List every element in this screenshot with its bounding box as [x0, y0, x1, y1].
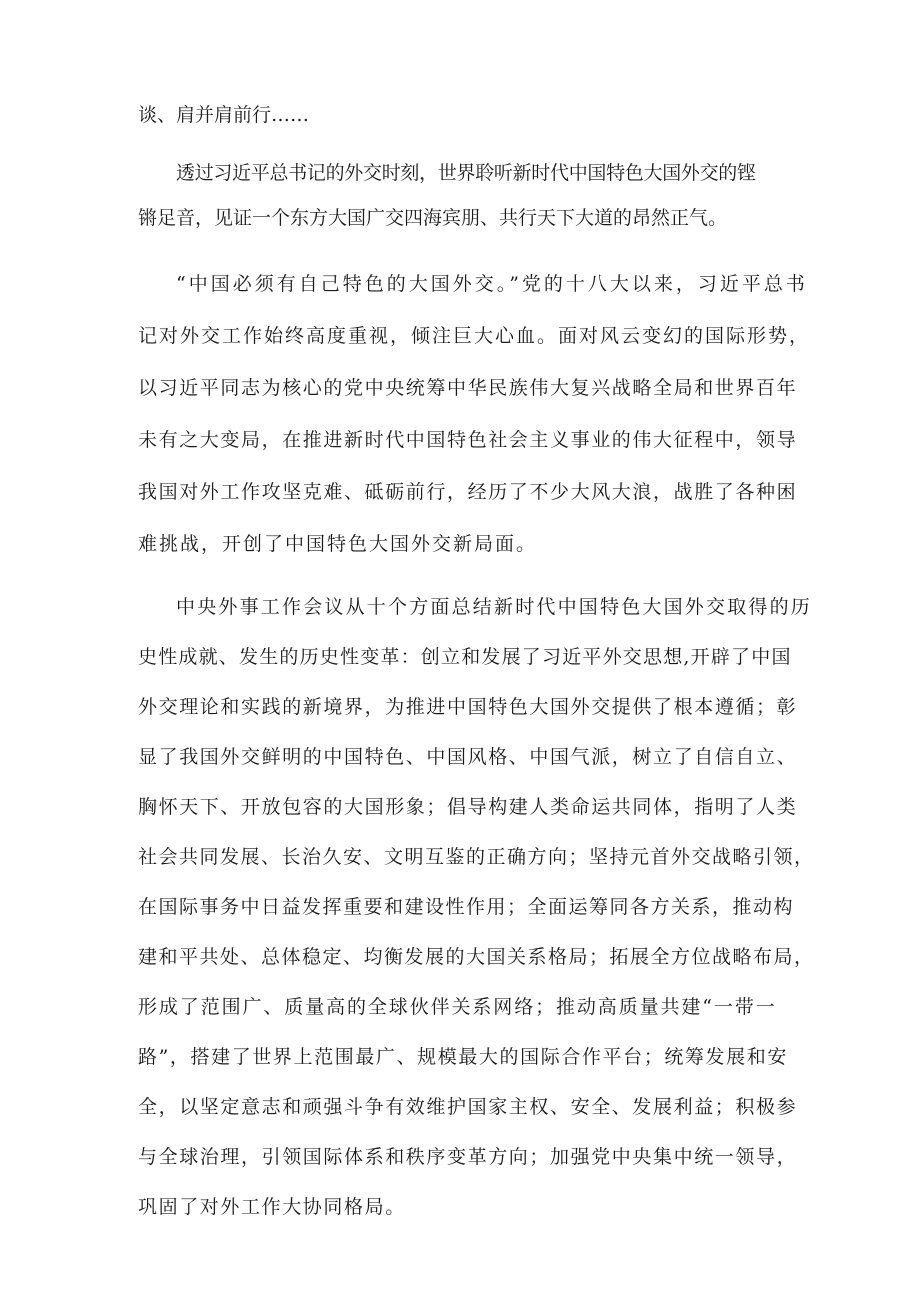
paragraph-3-line-1: “中国必须有自己特色的大国外交。”党的十八大以来，习近平总书 [176, 273, 808, 295]
paragraph-4-line-4: 显了我国外交鲜明的中国特色、中国风格、中国气派，树立了自信自立、 [138, 746, 798, 768]
paragraph-4-line-11: 全，以坚定意志和顽强斗争有效维护国家主权、安全、发展利益；积极参 [138, 1096, 798, 1118]
paragraph-3-line-4: 未有之大变局，在推进新时代中国特色社会主义事业的伟大征程中，领导 [138, 429, 798, 451]
paragraph-3-line-6: 难挑战，开创了中国特色大国外交新局面。 [138, 533, 538, 555]
paragraph-4-line-13: 巩固了对外工作大协同格局。 [138, 1196, 406, 1218]
paragraph-4-line-9: 形成了范围广、质量高的全球伙伴关系网络；推动高质量共建“一带一 [138, 996, 777, 1018]
paragraph-2-line-2: 锵足音，见证一个东方大国广交四海宾朋、共行天下大道的昂然正气。 [138, 207, 728, 229]
paragraph-4-line-3: 外交理论和实践的新境界，为推进中国特色大国外交提供了根本遵循；彰 [138, 696, 798, 718]
paragraph-4-line-2: 史性成就、发生的历史性变革：创立和发展了习近平外交思想,开辟了中国 [138, 646, 792, 668]
paragraph-2-line-1: 透过习近平总书记的外交时刻，世界聆听新时代中国特色大国外交的铿 [176, 162, 756, 184]
paragraph-4-line-8: 建和平共处、总体稳定、均衡发展的大国关系格局；拓展全方位战略布局， [138, 946, 815, 968]
paragraph-3-line-3: 以习近平同志为核心的党中央统筹中华民族伟大复兴战略全局和世界百年 [138, 377, 798, 399]
paragraph-4-line-6: 社会共同发展、长治久安、文明互鉴的正确方向；坚持元首外交战略引领， [138, 846, 815, 868]
paragraph-4-line-7: 在国际事务中日益发挥重要和建设性作用；全面运筹同各方关系，推动构 [138, 896, 795, 918]
paragraph-4-line-1: 中央外事工作会议从十个方面总结新时代中国特色大国外交取得的历 [176, 596, 813, 618]
paragraph-1-line-1: 谈、肩并肩前行…… [138, 104, 310, 126]
paragraph-4-line-10: 路”，搭建了世界上范围最广、规模最大的国际合作平台；统筹发展和安 [138, 1046, 788, 1068]
paragraph-4-line-5: 胸怀天下、开放包容的大国形象；倡导构建人类命运共同体，指明了人类 [138, 796, 798, 818]
paragraph-3-line-2: 记对外交工作始终高度重视，倾注巨大心血。面对风云变幻的国际形势， [138, 325, 811, 347]
paragraph-3-line-5: 我国对外工作攻坚克难、砥砺前行，经历了不少大风大浪，战胜了各种困 [138, 481, 798, 503]
paragraph-4-line-12: 与全球治理，引领国际体系和秩序变革方向；加强党中央集中统一领导， [138, 1146, 798, 1168]
